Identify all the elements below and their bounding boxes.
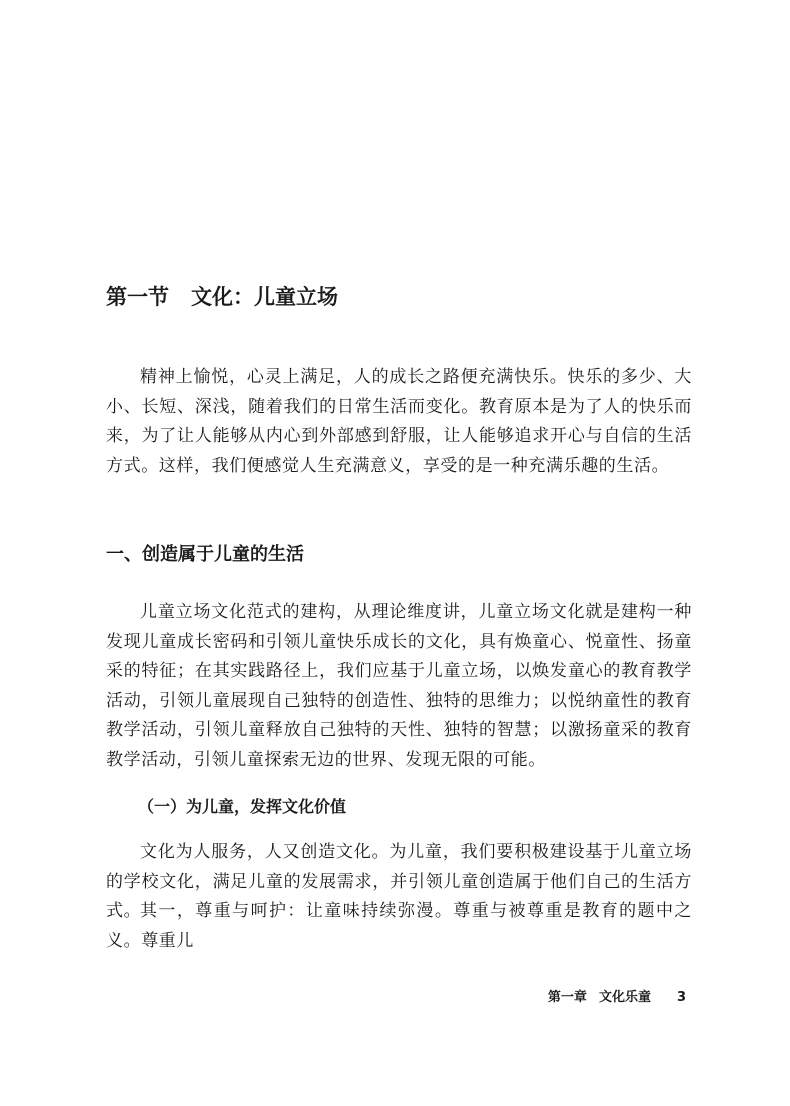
- body-paragraph-1: 儿童立场文化范式的建构，从理论维度讲，儿童立场文化就是建构一种发现儿童成长密码和引领儿童快乐成长的文化，具有焕童心、悦童性、扬童采的特征；在其实践路径上，我们应基于儿童立场，以焕发童心的教育教学活动，引领儿童展现自己独特的创造性、独特的思维力；以悦纳童性的教育教学活动，引领儿童释放自己独特的天性、独特的智慧；以激扬童采的教育教学活动，引领儿童探索无边的世界、发现无限的可能。: [106, 602, 692, 770]
- body-paragraph-3: 其一，尊重与呵护：让童味持续弥漫。尊重与被尊重是教育的题中之义。尊重儿: [106, 901, 692, 951]
- page-number: 3: [676, 990, 686, 1005]
- section-name: 文化：儿童立场: [191, 285, 338, 309]
- page-footer: [548, 989, 686, 1007]
- intro-paragraph: 精神上愉悦，心灵上满足，人的成长之路便充满快乐。快乐的多少、大小、长短、深浅，随着我们的日常生活而变化。教育原本是为了人的快乐而来，为了让人能够从内心到外部感到舒服，让人能够追求开心与自信的生活方式。这样，我们便感觉人生充满意义，享受的是一种充满乐趣的生活。: [106, 367, 692, 476]
- body-paragraph-2: 文化为人服务，人又创造文化。为儿童，我们要积极建设基于儿童立场的学校文化，满足儿童的发展需求，并引领儿童创造属于他们自己的生活方式。: [106, 842, 692, 921]
- sub-subsection-heading: （一）为儿童，发挥文化价值: [138, 797, 347, 816]
- section-number: 第一节: [106, 285, 169, 309]
- footer-chapter-title: 文化乐童: [598, 990, 651, 1005]
- section-title: [106, 283, 338, 311]
- subsection-heading: 一、创造属于儿童的生活: [106, 544, 304, 565]
- footer-chapter: 第一章: [547, 990, 587, 1005]
